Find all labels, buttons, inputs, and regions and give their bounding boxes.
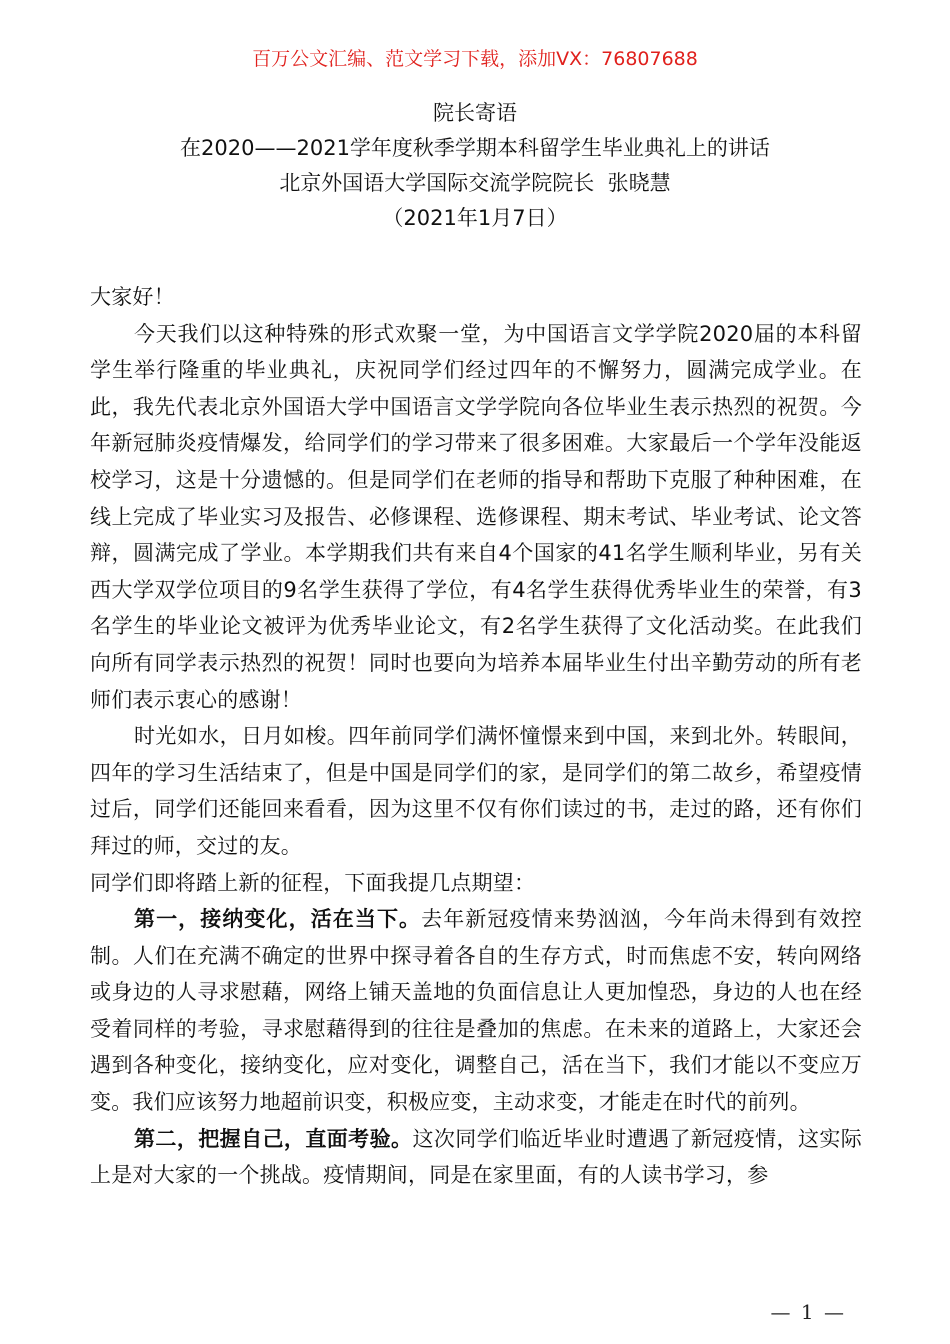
paragraph-4 [90, 901, 862, 1121]
point-1-text: 去年新冠疫情来势汹汹，今年尚未得到有效控制。人们在充满不确定的世界中探寻着各自的生存方式，时而焦虑不安，转向网络或身边的人寻求慰藉，网络上铺天盖地的负面信息让人更加惶恐，身边的人也在经受着同样的考验，寻求慰藉得到的往往是叠加的焦虑。在未来的道路上，大家还会遇到各种变化，接纳变化，应对变化，调整自己，活在当下，我们才能以不变应万变。我们应该努力地超前识变，积极应变，主动求变，才能走在时代的前列。 [90, 907, 862, 1115]
header-note: 百万公文汇编、范文学习下载，添加VX：76807688 [252, 48, 698, 70]
speech-date: （2021年1月7日） [382, 206, 568, 230]
paragraph-3: 同学们即将踏上新的征程，下面我提几点期望： [90, 870, 536, 895]
paragraph-2: 时光如水，日月如梭。四年前同学们满怀憧憬来到中国，来到北外。转眼间，四年的学习生活结束了，但是中国是同学们的家，是同学们的第二故乡，希望疫情过后，同学们还能回来看看，因为这里不仅有你们读过的书，走过的路，还有你们拜过的师，交过的友。 [90, 724, 862, 858]
point-2-text: 这次同学们临近毕业时遭遇了新冠疫情，这实际上是对大家的一个挑战。疫情期间，同是在家里面，有的人读书学习，参 [90, 1126, 862, 1188]
paragraph-1: 今天我们以这种特殊的形式欢聚一堂，为中国语言文学学院2020届的本科留学生举行隆重的毕业典礼，庆祝同学们经过四年的不懈努力，圆满完成学业。在此，我先代表北京外国语大学中国语言文学学院向各位毕业生表示热烈的祝贺。今年新冠肺炎疫情爆发，给同学们的学习带来了很多困难。大家最后一个学年没能返校学习，这是十分遗憾的。但是同学们在老师的指导和帮助下克服了种种困难，在线上完成了毕业实习及报告、必修课程、选修课程、期末考试、毕业考试、论文答辩，圆满完成了学业。本学期我们共有来自4个国家的41名学生顺利毕业，另有关西大学双学位项目的9名学生获得了学位，有4名学生获得优秀毕业生的荣誉，有3名学生的毕业论文被评为优秀毕业论文，有2名学生获得了文化活动奖。在此我们向所有同学表示热烈的祝贺！同时也要向为培养本届毕业生付出辛勤劳动的所有老师们表示衷心的感谢！ [90, 321, 862, 712]
speech-title: 在2020——2021学年度秋季学期本科留学生毕业典礼上的讲话 [180, 136, 770, 160]
greeting: 大家好！ [90, 285, 175, 309]
paragraph-5 [90, 1121, 862, 1194]
document-title: 院长寄语 [433, 101, 517, 125]
title-block [0, 96, 950, 236]
speech-body [90, 279, 862, 1194]
speaker-line: 北京外国语大学国际交流学院院长 张晓慧 [279, 171, 671, 195]
page-number: — 1 — [770, 1300, 846, 1324]
point-2-heading: 第二，把握自己，直面考验。 [134, 1126, 413, 1151]
point-1-heading: 第一，接纳变化，活在当下。 [134, 907, 422, 932]
